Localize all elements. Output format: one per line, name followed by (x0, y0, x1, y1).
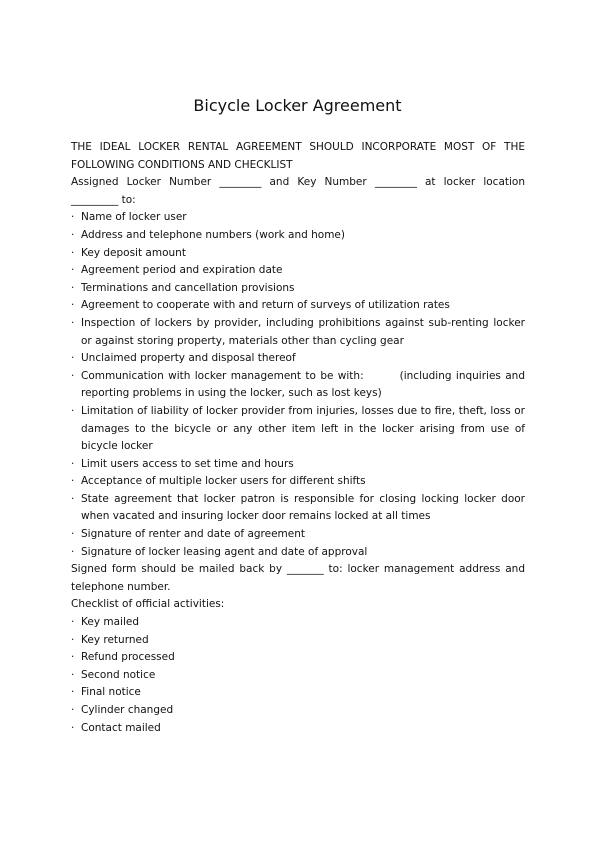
checklist-item (71, 649, 525, 667)
bullet-icon: · (71, 633, 75, 646)
list-item (71, 315, 525, 350)
bullet-icon: · (71, 246, 75, 259)
list-item (71, 403, 525, 456)
checklist-item (71, 702, 525, 720)
bullet-icon: · (71, 651, 75, 664)
list-item (71, 456, 525, 474)
list-item-text: Unclaimed property and disposal thereof (81, 352, 296, 365)
assigned-locker-paragraph: Assigned Locker Number ________ and Key Number ________ at locker location _________ to: (71, 176, 525, 206)
list-item (71, 245, 525, 263)
list-item-text: Limit users access to set time and hours (81, 457, 294, 470)
checklist-item (71, 632, 525, 650)
list-item-text: Signature of renter and date of agreement (81, 528, 306, 541)
bullet-icon: · (71, 475, 75, 488)
list-item-text: Address and telephone numbers (work and home) (81, 228, 345, 241)
list-item-text: Limitation of liability of locker provider from injuries, losses due to fire, theft, loss or damages to the bicycle or any other item left in the locker arising from use of bicycle locker (81, 404, 525, 453)
bullet-icon: · (71, 616, 75, 629)
bullet-icon: · (71, 721, 75, 734)
list-item (71, 297, 525, 315)
checklist-item-text: Contact mailed (81, 721, 161, 734)
bullet-icon: · (71, 686, 75, 699)
bullet-icon: · (71, 316, 75, 329)
bullet-icon: · (71, 528, 75, 541)
document-title: Bicycle Locker Agreement (193, 96, 402, 115)
list-item (71, 280, 525, 298)
bullet-icon: · (71, 457, 75, 470)
list-item-text: Acceptance of multiple locker users for different shifts (81, 475, 366, 488)
communication-text: Communication with locker management to be with: (81, 369, 364, 382)
checklist-item (71, 614, 525, 632)
list-item-text: State agreement that locker patron is responsible for closing locking locker door when vacated and insuring locker door remains locked at all times (81, 492, 525, 523)
bullet-icon: · (71, 264, 75, 277)
conditions-list (71, 209, 525, 561)
list-item (71, 491, 525, 526)
checklist-item (71, 720, 525, 738)
list-item (71, 227, 525, 245)
bullet-icon: · (71, 492, 75, 505)
checklist (71, 614, 525, 737)
communication-note: (including inquiries and reporting problems in using the locker, such as lost keys) (81, 369, 525, 400)
intro-paragraph: THE IDEAL LOCKER RENTAL AGREEMENT SHOULD INCORPORATE MOST OF THE FOLLOWING CONDITIONS AND CHECKLIST (71, 141, 525, 171)
document-body (71, 139, 525, 737)
list-item-communication (71, 368, 525, 403)
bullet-icon: · (71, 668, 75, 681)
list-item-text: Signature of locker leasing agent and date of approval (81, 545, 368, 558)
bullet-icon: · (71, 352, 75, 365)
list-item (71, 262, 525, 280)
list-item (71, 473, 525, 491)
list-item-text (81, 368, 525, 403)
list-item-text: Agreement to cooperate with and return of surveys of utilization rates (81, 299, 450, 312)
checklist-item-text: Final notice (81, 686, 141, 699)
bullet-icon: · (71, 281, 75, 294)
bullet-icon: · (71, 369, 75, 382)
bullet-icon: · (71, 704, 75, 716)
list-item (71, 209, 525, 227)
checklist-item-text: Key mailed (81, 616, 139, 629)
list-item (71, 526, 525, 544)
list-item-text: Terminations and cancellation provisions (81, 281, 295, 294)
checklist-item (71, 684, 525, 702)
list-item-text: Key deposit amount (81, 246, 186, 259)
signed-form-paragraph: Signed form should be mailed back by _______ to: locker management address and telephone number. (71, 563, 525, 593)
checklist-item-text: Second notice (81, 668, 156, 681)
list-item (71, 350, 525, 368)
bullet-icon: · (71, 211, 75, 224)
checklist-heading: Checklist of official activities: (71, 598, 225, 611)
list-item-text: Agreement period and expiration date (81, 264, 283, 277)
bullet-icon: · (71, 228, 75, 241)
bullet-icon: · (71, 404, 75, 417)
checklist-item-text: Cylinder changed (81, 704, 174, 716)
checklist-item-text: Key returned (81, 633, 149, 646)
bullet-icon: · (71, 299, 75, 312)
list-item-text: Name of locker user (81, 211, 187, 224)
list-item-text: Inspection of lockers by provider, including prohibitions against sub-renting locker or against storing property, materials other than cycling gear (81, 316, 525, 347)
bullet-icon: · (71, 545, 75, 558)
list-item (71, 544, 525, 562)
checklist-item (71, 667, 525, 685)
checklist-item-text: Refund processed (81, 651, 175, 664)
